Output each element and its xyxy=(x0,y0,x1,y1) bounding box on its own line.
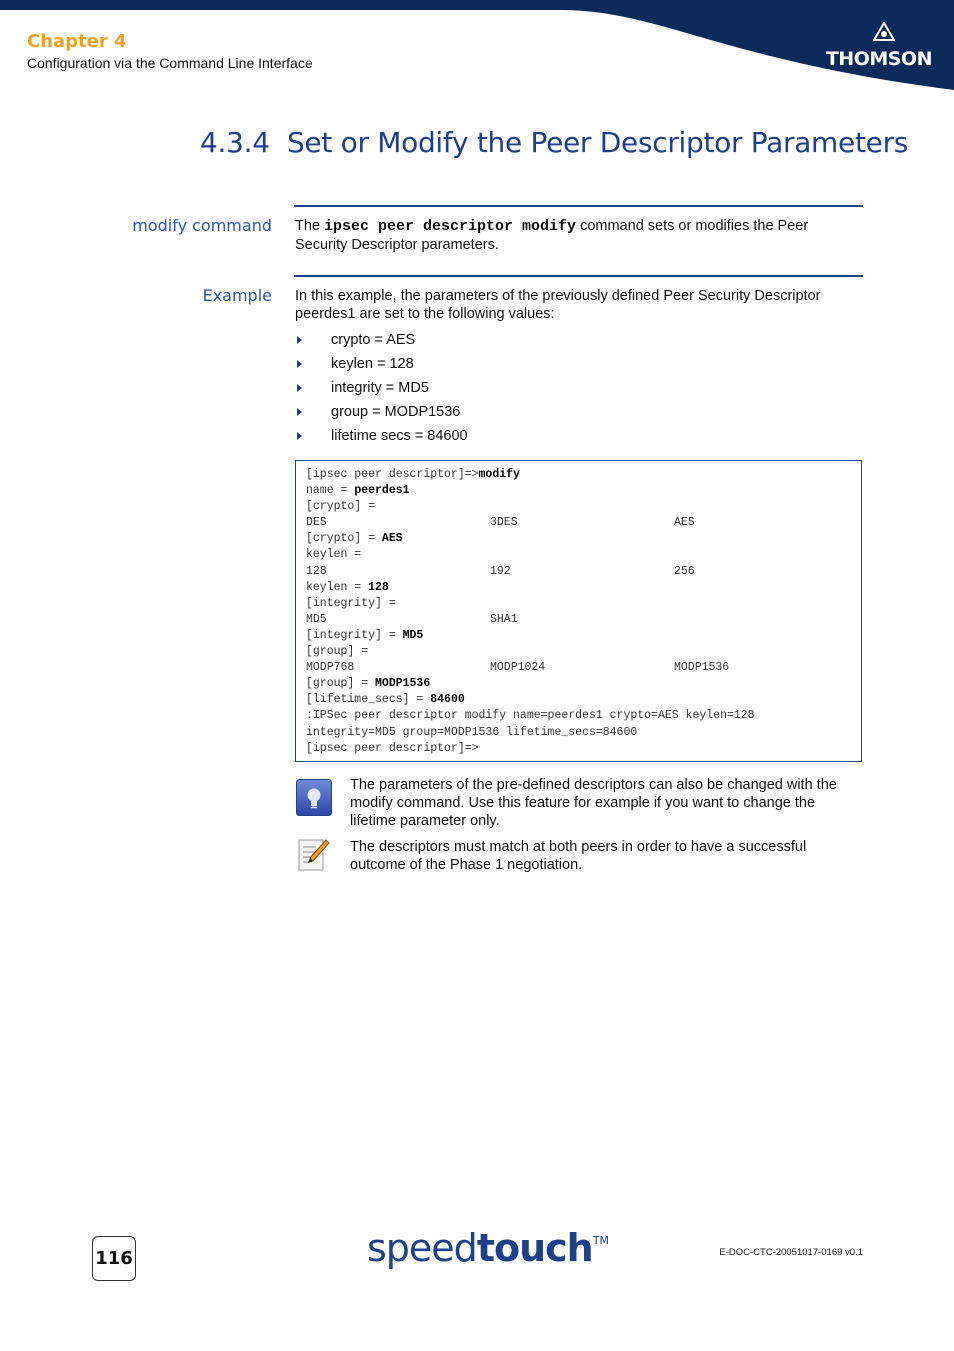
cli-line: [group] = xyxy=(306,645,369,659)
brand-name: THOMSON xyxy=(825,48,932,70)
bullet-arrow-icon xyxy=(297,432,302,440)
thomson-logo-icon xyxy=(873,22,895,42)
modify-command-description xyxy=(295,217,863,254)
notepad-pencil-icon xyxy=(296,836,330,872)
tip-text: The parameters of the pre-defined descriptors can also be changed with the modify command. Use this feature for example if you want to change the lifetime parameter only. xyxy=(350,777,837,829)
cli-line: 128 192 256 xyxy=(306,564,695,578)
parameter-list xyxy=(297,328,468,448)
cli-line: [ipsec peer descriptor]=>modify xyxy=(306,468,520,481)
cli-line: keylen = xyxy=(306,548,362,562)
bullet-arrow-icon xyxy=(297,408,302,416)
cli-line: [integrity] = xyxy=(306,596,396,610)
divider-rule xyxy=(294,205,863,207)
list-item: keylen = 128 xyxy=(297,352,468,376)
list-item: group = MODP1536 xyxy=(297,400,468,424)
cli-line: MD5 SHA1 xyxy=(306,612,518,626)
description-suffix: command sets or modifies the Peer Security Descriptor parameters. xyxy=(295,218,813,253)
page-number: 116 xyxy=(92,1236,136,1281)
bullet-arrow-icon xyxy=(297,384,302,392)
command-name: ipsec peer descriptor modify xyxy=(324,218,577,235)
list-item: lifetime secs = 84600 xyxy=(297,424,468,448)
cli-line: [crypto] = AES xyxy=(306,532,403,546)
cli-line: [ipsec peer descriptor]=> xyxy=(306,741,479,755)
bullet-arrow-icon xyxy=(297,336,302,344)
cli-line: [lifetime_secs] = 84600 xyxy=(306,693,465,707)
example-label: Example xyxy=(202,286,272,305)
cli-line: [crypto] = xyxy=(306,500,376,514)
cli-line: integrity=MD5 group=MODP1536 lifetime_secs=84600 xyxy=(306,725,638,739)
cli-line: DES 3DES AES xyxy=(306,516,695,530)
lightbulb-icon xyxy=(296,779,332,816)
section-title: 4.3.4 Set or Modify the Peer Descriptor Parameters xyxy=(200,126,909,159)
divider-rule xyxy=(294,275,863,277)
modify-command-label: modify command xyxy=(132,216,272,235)
header-band xyxy=(0,0,954,92)
list-item: crypto = AES xyxy=(297,328,468,352)
cli-example-box xyxy=(295,460,862,762)
chapter-subtitle: Configuration via the Command Line Interface xyxy=(27,55,313,71)
cli-line: keylen = 128 xyxy=(306,580,389,594)
note-text: The descriptors must match at both peers in order to have a successful outcome of the Phase 1 negotiation. xyxy=(350,839,807,873)
cli-line: [group] = MODP1536 xyxy=(306,677,431,691)
bullet-arrow-icon xyxy=(297,360,302,368)
cli-line: MODP768 MODP1024 MODP1536 xyxy=(306,661,730,675)
description-prefix: The xyxy=(295,218,325,234)
list-item: integrity = MD5 xyxy=(297,376,468,400)
cli-line: :IPSec peer descriptor modify name=peerdes1 crypto=AES keylen=128 xyxy=(306,709,755,723)
example-intro: In this example, the parameters of the previously defined Peer Security Descriptor peerdes1 are set to the following values: xyxy=(295,288,821,322)
chapter-label: Chapter 4 xyxy=(27,31,127,52)
document-reference: E-DOC-CTC-20051017-0169 v0.1 xyxy=(719,1247,863,1258)
cli-line: name = peerdes1 xyxy=(306,484,410,498)
cli-line: [integrity] = MD5 xyxy=(306,628,424,642)
speedtouch-logo: speedtouch™ xyxy=(367,1226,609,1270)
